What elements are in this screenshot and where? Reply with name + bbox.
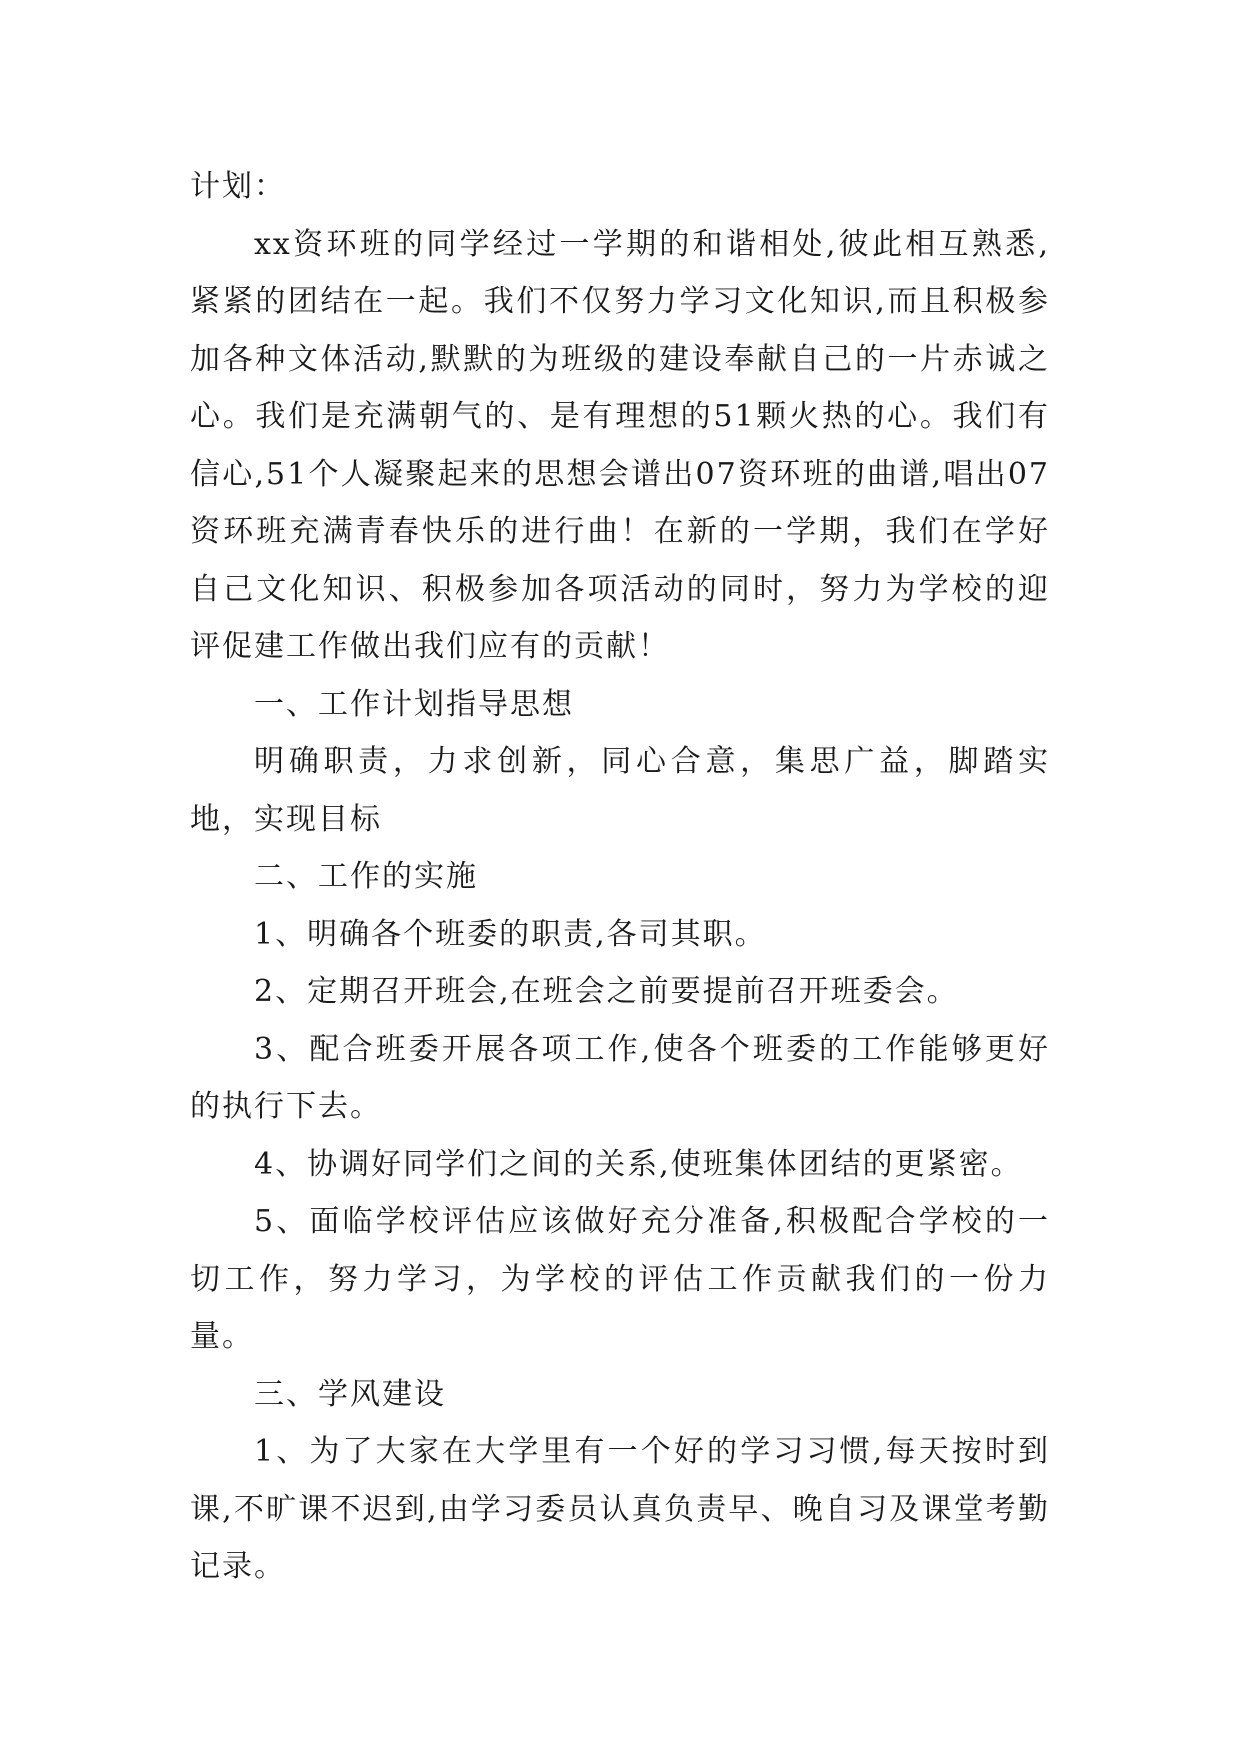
intro-paragraph: xx资环班的同学经过一学期的和谐相处,彼此相互熟悉,紧紧的团结在一起。我们不仅努力学习文化知识,而且积极参加各种文体活动,默默的为班级的建设奉献自己的一片赤诚之心。我们是充满朝气的、是有理想的51颗火热的心。我们有信心,51个人凝聚起来的思想会谱出07资环班的曲谱,唱出07资环班充满青春快乐的进行曲！在新的一学期，我们在学好自己文化知识、积极参加各项活动的同时，努力为学校的迎评促建工作做出我们应有的贡献！ [190, 226, 1050, 664]
section-heading-study-style: 三、学风建设 [254, 1376, 446, 1412]
implementation-item-2: 2、定期召开班会,在班会之前要提前召开班委会。 [254, 974, 959, 1009]
section-heading-implementation: 二、工作的实施 [254, 859, 478, 894]
study-style-item-1: 1、为了大家在大学里有一个好的学习习惯,每天按时到课,不旷课不迟到,由学习委员认真负责早、晚自习及课堂考勤记录。 [190, 1434, 1050, 1584]
document-heading: 计划： [190, 169, 286, 204]
implementation-item-4: 4、协调好同学们之间的关系,使班集体团结的更紧密。 [254, 1146, 1023, 1182]
implementation-item-5: 5、面临学校评估应该做好充分准备,积极配合学校的一切工作，努力学习，为学校的评估工作贡献我们的一份力量。 [190, 1204, 1050, 1354]
implementation-item-3: 3、配合班委开展各项工作,使各个班委的工作能够更好的执行下去。 [190, 1031, 1050, 1124]
document-body [190, 158, 1050, 1596]
implementation-item-1: 1、明确各个班委的职责,各司其职。 [254, 916, 767, 952]
guiding-thought-paragraph: 明确职责，力求创新，同心合意，集思广益，脚踏实地，实现目标 [190, 744, 1050, 837]
section-heading-guiding-thought: 一、工作计划指导思想 [254, 686, 574, 722]
